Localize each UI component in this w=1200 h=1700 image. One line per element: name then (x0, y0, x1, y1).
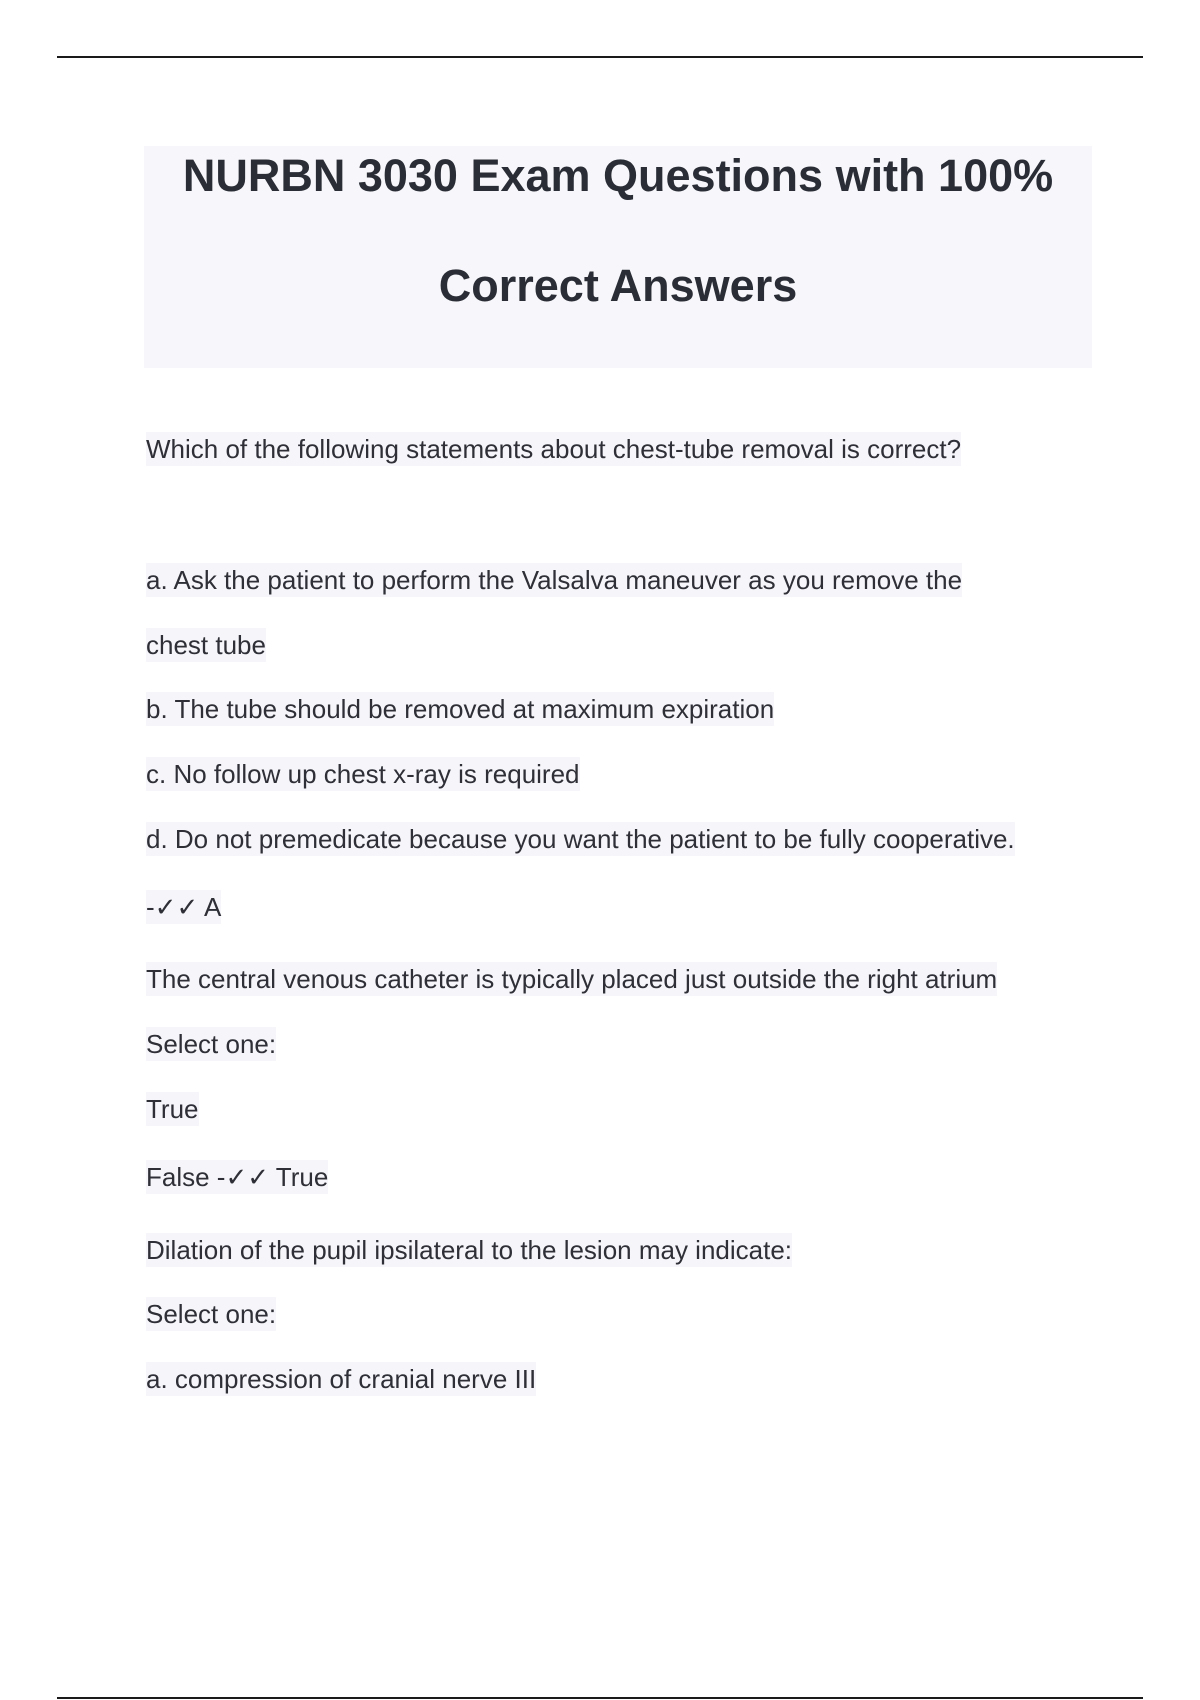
question-3-option-a: a. compression of cranial nerve III (146, 1364, 537, 1394)
document-title-line-2: Correct Answers (438, 260, 798, 311)
question-1-option-b: b. The tube should be removed at maximum expiration (146, 694, 775, 724)
question-2-option-false-answer: False -✓✓ True (146, 1162, 329, 1192)
question-2-select-one: Select one: (146, 1029, 277, 1059)
question-1-option-a: a. Ask the patient to perform the Valsalva maneuver as you remove the (146, 565, 963, 595)
question-1-text: Which of the following statements about chest-tube removal is correct? (146, 434, 962, 464)
document-title-line-1: NURBN 3030 Exam Questions with 100% (182, 150, 1054, 201)
question-2-option-true: True (146, 1094, 199, 1124)
top-rule (57, 56, 1143, 58)
question-2-text: The central venous catheter is typically placed just outside the right atrium (146, 964, 998, 994)
question-1-option-d: d. Do not premedicate because you want the patient to be fully cooperative. (146, 824, 1015, 854)
question-1-answer: -✓✓ A (146, 892, 222, 922)
bottom-rule (57, 1697, 1143, 1699)
question-3-select-one: Select one: (146, 1299, 277, 1329)
question-1-option-c: c. No follow up chest x-ray is required (146, 759, 580, 789)
question-1-option-a-continued: chest tube (146, 630, 266, 660)
title-block (144, 146, 1092, 368)
question-3-text: Dilation of the pupil ipsilateral to the lesion may indicate: (146, 1235, 793, 1265)
